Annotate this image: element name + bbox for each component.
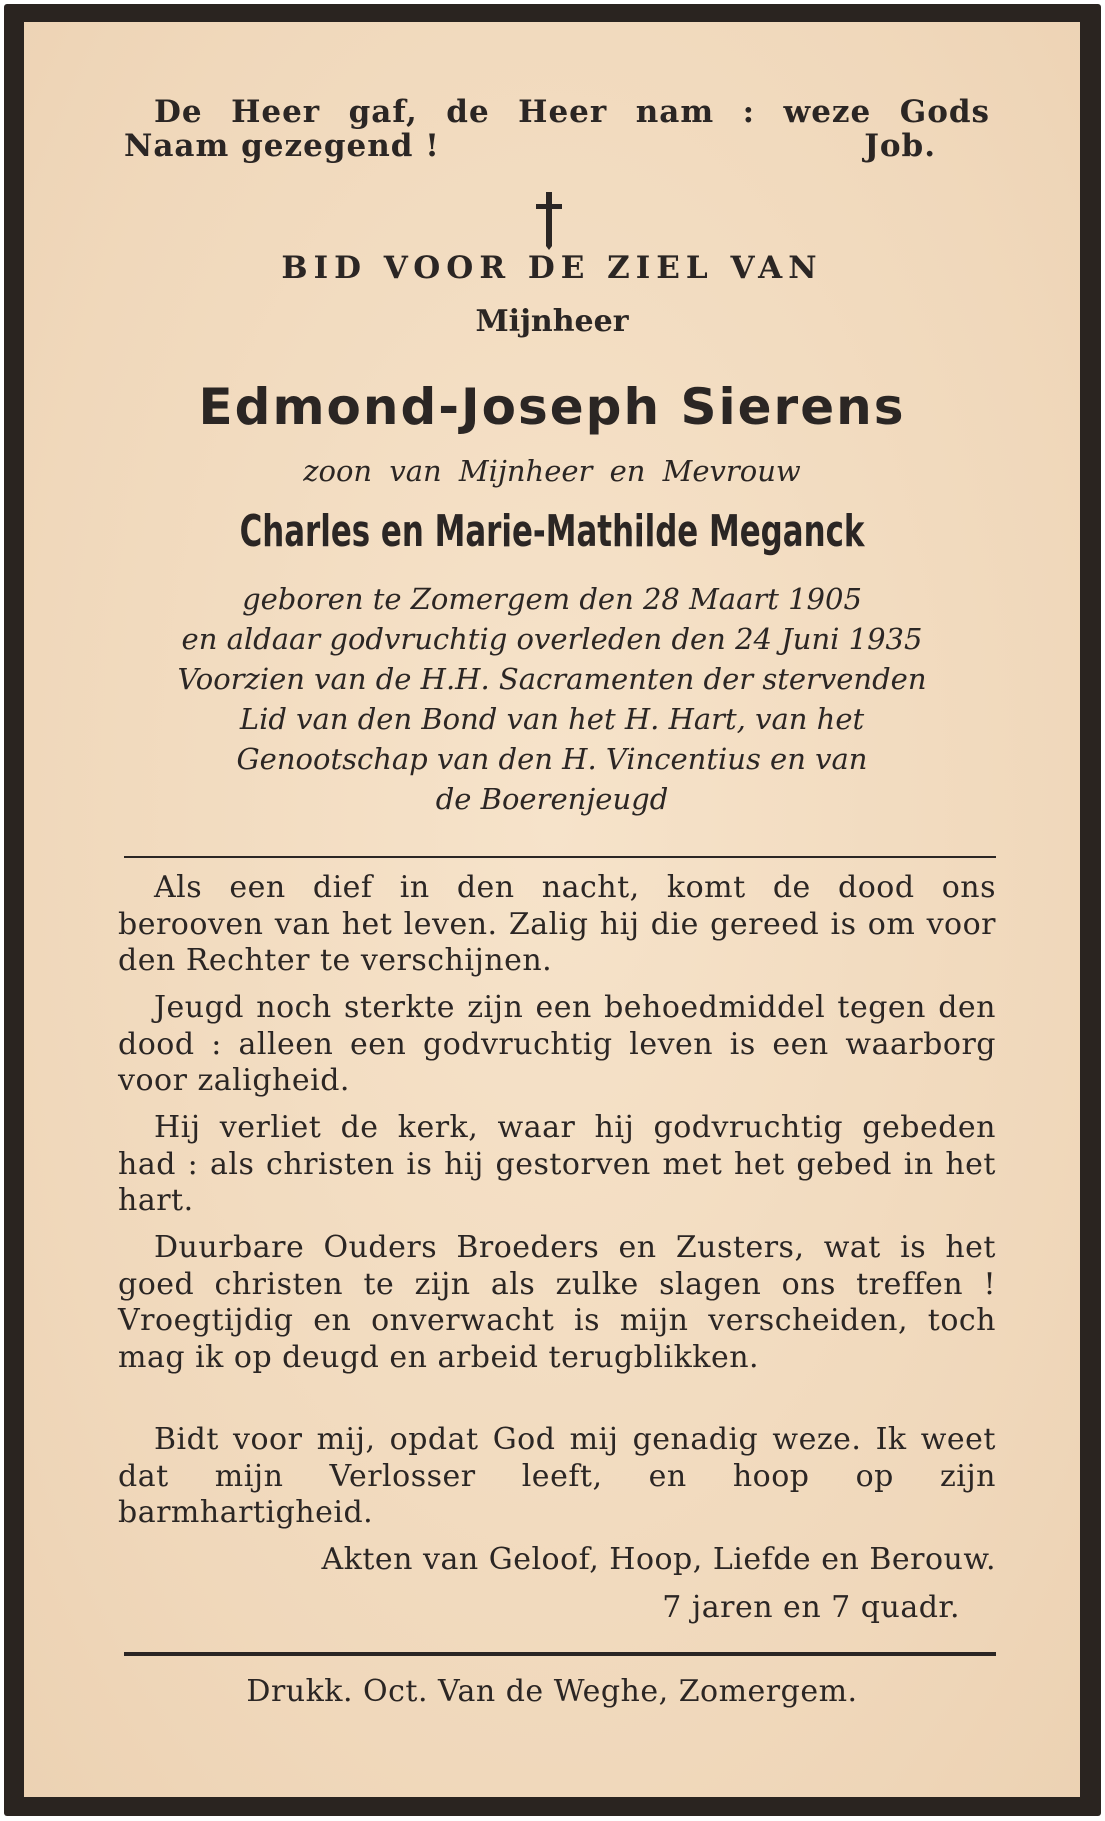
cross-icon <box>534 190 564 250</box>
acts-line: Akten van Geloof, Hoop, Liefde en Berouw. <box>321 1542 996 1577</box>
birth-line: geboren te Zomergem den 28 Maart 1905 <box>242 582 862 616</box>
sacraments-line: Voorzien van de H.H. Sacramenten der stervenden <box>177 662 927 696</box>
paragraph-2-text: Jeugd noch sterkte zijn een behoedmiddel tegen den dood : alleen een godvruchtig leven is een waarborg voor zaligheid. <box>118 990 996 1098</box>
divider-bottom <box>124 1652 996 1656</box>
paragraph-5-text: Bidt voor mij, opdat God mij genadig weze. Ik weet dat mijn Verlosser leeft, en hoop op zijn barmhartigheid. <box>118 1422 996 1530</box>
indulgence-line: 7 jaren en 7 quadr. <box>662 1590 960 1625</box>
memorial-card <box>24 22 1080 1797</box>
deceased-name: Edmond-Joseph Sierens <box>198 378 906 436</box>
paragraph-2 <box>118 990 996 1100</box>
paragraph-3-text: Hij verliet de kerk, waar hij godvruchtig gebeden had : als christen is hij gestorven met het gebed in het hart. <box>118 1110 996 1218</box>
parents-names: Charles en Marie-Mathilde Meganck <box>239 506 865 557</box>
divider-top <box>124 856 996 858</box>
printer-line: Drukk. Oct. Van de Weghe, Zomergem. <box>246 1674 858 1709</box>
quote-line-1: De Heer gaf, de Heer nam : weze Gods <box>154 94 990 130</box>
quote-line-2-text: Naam gezegend ! <box>124 128 440 164</box>
intro-heading: BID VOOR DE ZIEL VAN <box>281 250 823 286</box>
son-of-line: zoon van Mijnheer en Mevrouw <box>303 454 801 488</box>
paragraph-3 <box>118 1110 996 1220</box>
quote-source: Job. <box>864 128 936 164</box>
paragraph-4 <box>118 1230 996 1376</box>
honorific: Mijnheer <box>475 304 629 339</box>
paragraph-5 <box>118 1422 996 1532</box>
membership-line-2: Genootschap van den H. Vincentius en van <box>236 742 868 776</box>
membership-line-1: Lid van den Bond van het H. Hart, van het <box>239 702 865 736</box>
membership-line-3: de Boerenjeugd <box>435 782 669 816</box>
paragraph-4-text: Duurbare Ouders Broeders en Zusters, wat is het goed christen te zijn als zulke slagen ons treffen ! Vroegtijdig en onverwacht is mijn verscheiden, toch mag ik op deugd en arbeid terugblikken. <box>118 1230 996 1375</box>
quote-line-2 <box>124 128 996 164</box>
memorial-card-border <box>4 4 1101 1816</box>
death-line: en aldaar godvruchtig overleden den 24 Juni 1935 <box>181 622 923 656</box>
paragraph-1 <box>118 870 996 980</box>
paragraph-1-text: Als een dief in den nacht, komt de dood ons berooven van het leven. Zalig hij die gereed is om voor den Rechter te verschijnen. <box>118 870 996 978</box>
